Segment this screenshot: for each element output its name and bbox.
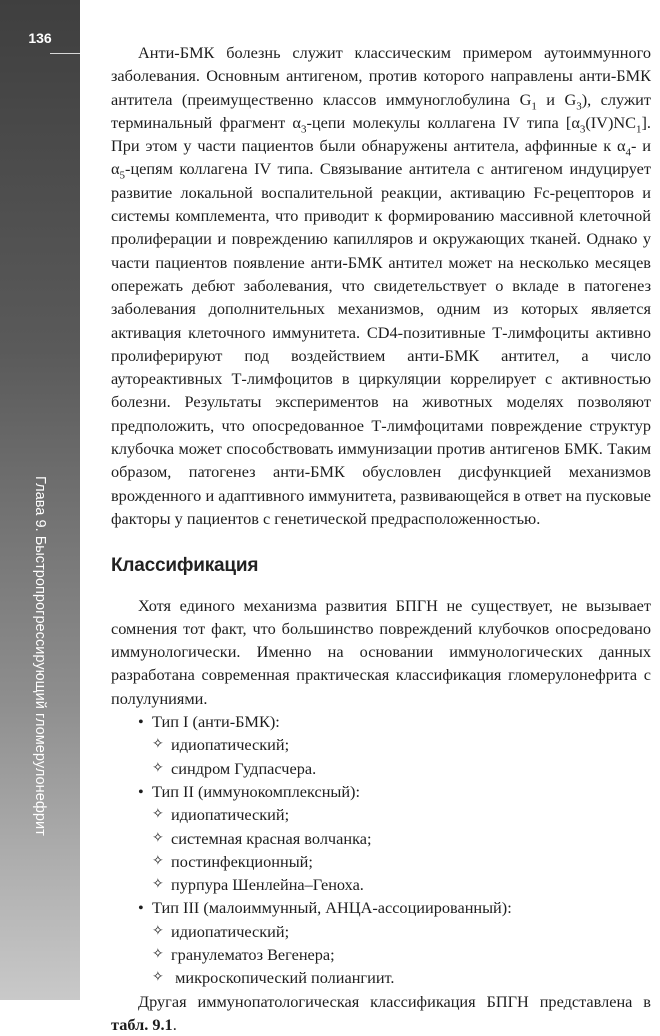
page-content <box>111 41 651 1036</box>
bullet-icon: • <box>138 781 144 801</box>
type-label: Тип III (малоиммунный, АНЦА-ассоциированный): <box>152 898 512 918</box>
text-run: Анти-БМК болезнь служит классическим примером аутоиммунного заболевания. Основным антигеном, против которого направлены анти-БМК антитела (преимущественно классов иммуноглобулина G <box>111 43 651 109</box>
subscript: 4 <box>625 146 631 159</box>
diamond-icon: ✧ <box>152 736 164 753</box>
subscript: 5 <box>119 169 126 182</box>
chapter-title-vertical <box>29 66 51 836</box>
list-item <box>152 803 651 826</box>
diamond-icon: ✧ <box>152 876 164 893</box>
paragraph-classification: Хотя единого механизма развития БПГН не существует, не вызывает сомнения тот факт, что большинство повреждений клубочков опосредовано иммунологически. Именно на основании иммунологических данных разработана современная практическая классификация гломерулонефрита с полулуниями. <box>111 595 651 708</box>
item-text: идиопатический; <box>171 805 290 825</box>
item-text: идиопатический; <box>171 921 290 941</box>
diamond-icon: ✧ <box>152 969 164 986</box>
diamond-icon: ✧ <box>152 806 164 823</box>
diamond-icon: ✧ <box>152 759 164 776</box>
list-item-type-3 <box>111 896 651 989</box>
chapter-title: Глава 9. Быстропрогрессирующий гломерулонефрит <box>32 476 48 836</box>
subscript: 3 <box>300 123 307 136</box>
item-text: идиопатический; <box>171 735 290 755</box>
diamond-icon: ✧ <box>152 829 164 846</box>
list-item <box>152 827 651 850</box>
list-item <box>152 943 651 966</box>
list-item-type-1 <box>111 710 651 780</box>
item-text: пурпура Шенлейна–Геноха. <box>171 875 364 895</box>
subscript: 3 <box>579 123 586 136</box>
text-run: -цепям коллагена IV типа. Связывание антитела с антигеном индуцирует развитие локальной воспалительной реакции, активацию Fc-рецепторов и системы комплемента, что приводит к формированию массивной клеточной пролиферации и повреждению капилляров и окружающих тканей. Однако у части пациентов появление анти-БМК антител может на несколько месяцев опережать дебют заболевания, что свидетельствует о вкладе в патогенез заболевания дополнительных механизмов, одним из которых является активация клеточного иммунитета. CD4-позитивные Т-лимфоциты активно пролиферируют под воздействием анти-БМК антител, а число аутореактивных Т-лимфоцитов в циркуляции коррелирует с активностью болезни. Результаты экспериментов на животных моделях позволяют предположить, что опосредованное Т-лимфоцитами повреждение структур клубочка может способствовать иммунизации против антигенов БМК. Таким образом, патогенез анти-БМК обусловлен дисфункцией механизмов врожденного и адаптивного иммунитета, развивающейся в ответ на пусковые факторы у пациентов с генетической предрасположенностью. <box>111 159 651 528</box>
list-item-type-2 <box>111 780 651 896</box>
text-run: (IV)NC <box>585 112 636 132</box>
paragraph-table-reference <box>111 990 651 1036</box>
text-run: и G <box>536 89 577 109</box>
item-text: микроскопический полиангиит. <box>171 968 395 988</box>
type-label: Тип I (анти-БМК): <box>152 712 280 732</box>
diamond-icon: ✧ <box>152 922 164 939</box>
subscript: 1 <box>635 123 642 136</box>
page-number-divider <box>50 53 80 54</box>
list-item <box>152 733 651 756</box>
item-text: гранулематоз Вегенера; <box>171 944 335 964</box>
text-run: Другая иммунопатологическая классификация БПГН представлена в <box>138 991 651 1011</box>
item-text: постинфекционный; <box>171 851 313 871</box>
diamond-icon: ✧ <box>152 852 164 869</box>
subscript: 3 <box>576 99 582 112</box>
classification-list <box>111 710 651 990</box>
type-label: Тип II (иммунокомплексный): <box>152 781 361 801</box>
bullet-icon: • <box>138 712 144 732</box>
diamond-icon: ✧ <box>152 945 164 962</box>
text-run: . <box>172 1014 177 1034</box>
table-reference: табл. 9.1 <box>111 1014 173 1034</box>
section-heading: Классификация <box>111 555 259 577</box>
text-run: - и α <box>111 136 651 179</box>
list-item <box>152 873 651 896</box>
list-item <box>152 966 651 989</box>
text-run: ]. При этом у части пациентов были обнаружены антитела, аффинные к α <box>111 112 651 156</box>
item-text: системная красная волчанка; <box>171 828 372 848</box>
list-item <box>152 757 651 780</box>
sublist <box>152 920 651 990</box>
bullet-icon: • <box>138 898 144 918</box>
sublist <box>152 733 651 780</box>
subscript: 1 <box>531 99 537 112</box>
paragraph-anti-gbm <box>111 41 651 530</box>
list-item <box>152 850 651 873</box>
sublist <box>152 803 651 896</box>
item-text: синдром Гудпасчера. <box>171 758 317 778</box>
text-run: ), служит терминальный фрагмент α <box>111 89 651 132</box>
list-item <box>152 920 651 943</box>
page-number: 136 <box>28 30 52 46</box>
text-run: -цепи молекулы коллагена IV типа [α <box>306 112 580 132</box>
